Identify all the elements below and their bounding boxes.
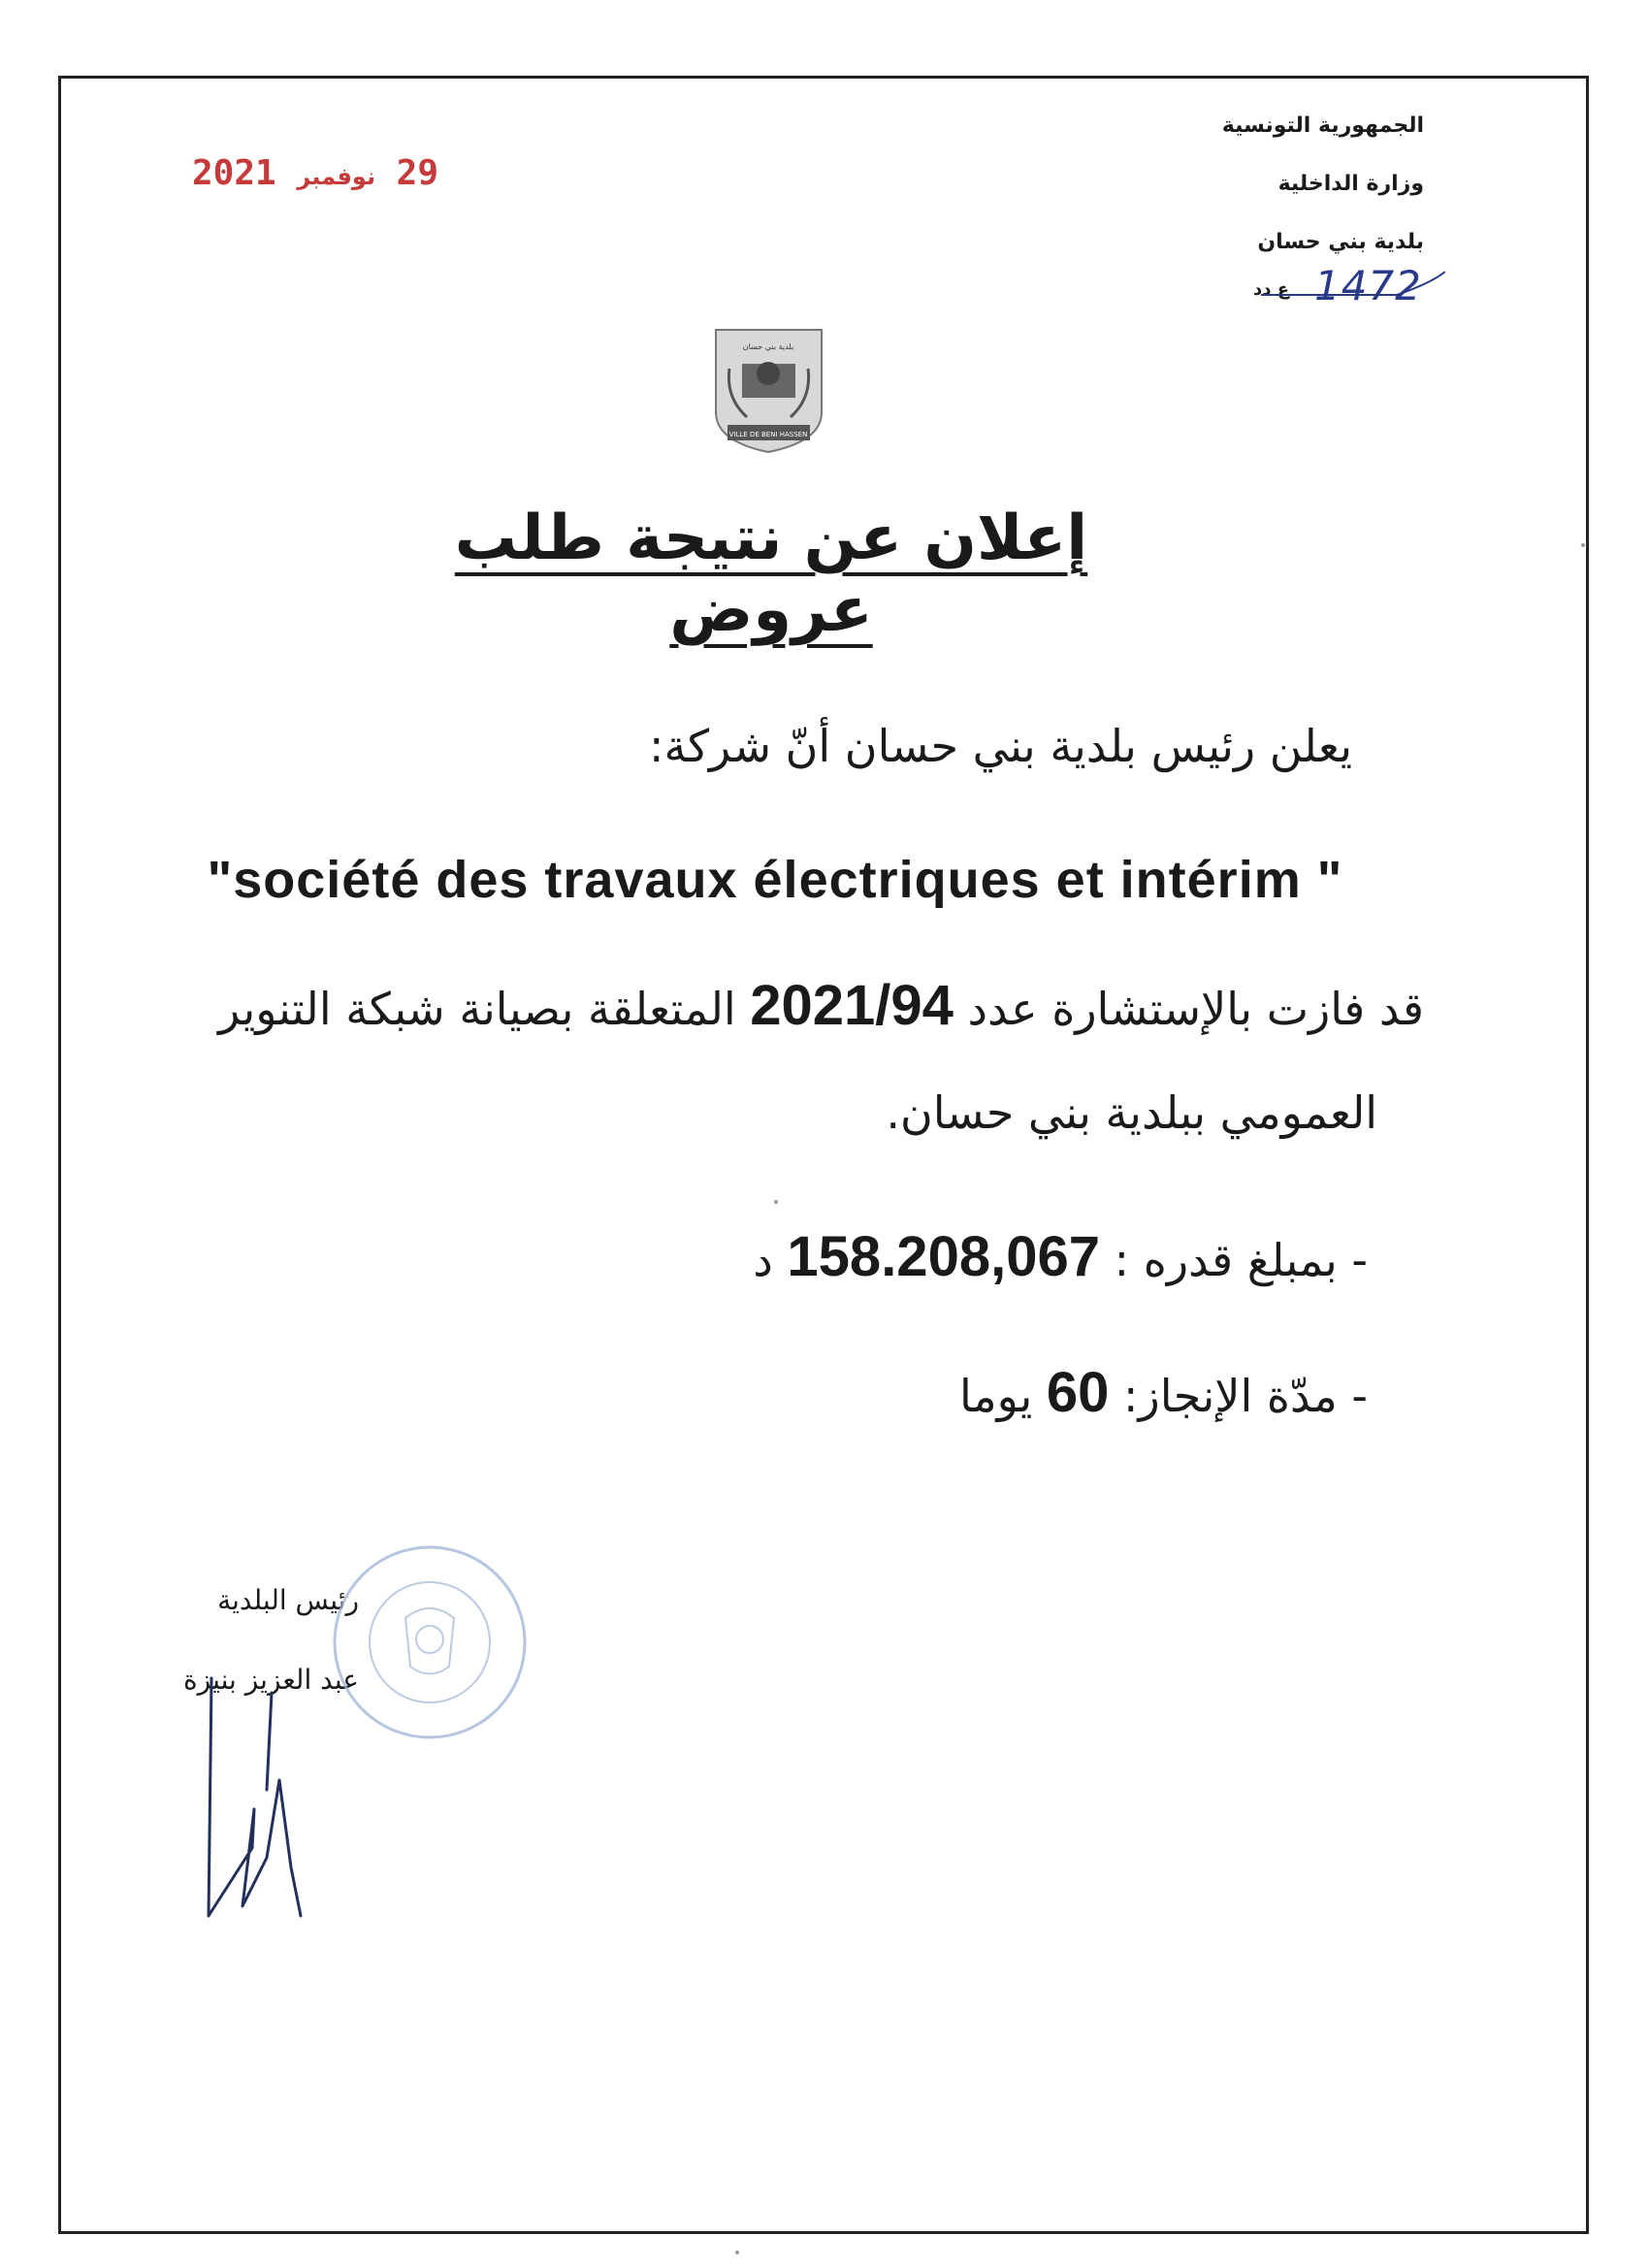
municipality-name: بلدية بني حسان xyxy=(1257,230,1424,254)
award-line-pre: قد فازت بالإستشارة عدد xyxy=(967,983,1424,1035)
ministry-name: وزارة الداخلية xyxy=(1277,172,1424,196)
amount-item xyxy=(753,1224,1368,1289)
scan-speck xyxy=(1581,543,1585,547)
signatory-role: رئيس البلدية xyxy=(217,1584,359,1616)
amount-value: 158.208,067 xyxy=(787,1225,1100,1288)
page-title: إعلان عن نتيجة طلب عروض xyxy=(454,502,1088,646)
date-stamp xyxy=(192,153,438,193)
logo-top-text: بلدية بني حسان xyxy=(742,342,794,351)
duration-label: - مدّة الإنجاز: xyxy=(1123,1370,1368,1422)
handwritten-signature xyxy=(184,1673,320,1935)
date-year: 2021 xyxy=(192,153,276,193)
company-name: "société des travaux électriques et intérim " xyxy=(207,851,1343,909)
amount-unit: د xyxy=(753,1234,773,1286)
logo-caption: VILLE DE BENI HASSEN xyxy=(728,431,808,438)
award-line xyxy=(218,973,1424,1038)
date-day: 29 xyxy=(396,153,439,193)
award-line-continued: العمومي ببلدية بني حسان. xyxy=(886,1086,1377,1139)
municipality-logo xyxy=(708,320,829,456)
duration-item xyxy=(959,1360,1368,1425)
official-seal xyxy=(328,1540,532,1744)
scan-speck xyxy=(774,1200,778,1204)
country-name: الجمهورية التونسية xyxy=(1221,113,1424,138)
consultation-number: 2021/94 xyxy=(750,974,954,1037)
duration-unit: يوما xyxy=(959,1370,1033,1422)
reference-number: 1472 xyxy=(1314,262,1422,309)
reference-prefix: ع دد xyxy=(1253,279,1290,300)
award-line-post: المتعلقة بصيانة شبكة التنوير xyxy=(218,983,736,1035)
amount-label: - بمبلغ قدره : xyxy=(1114,1234,1368,1286)
signatory-name: عبد العزيز بنيزة xyxy=(183,1664,359,1696)
date-month: نوفمبر xyxy=(297,163,375,190)
intro-text: يعلن رئيس بلدية بني حسان أنّ شركة: xyxy=(649,720,1352,772)
reference-underline-stroke xyxy=(1251,254,1445,312)
scan-speck xyxy=(735,2251,739,2254)
duration-value: 60 xyxy=(1046,1361,1110,1424)
